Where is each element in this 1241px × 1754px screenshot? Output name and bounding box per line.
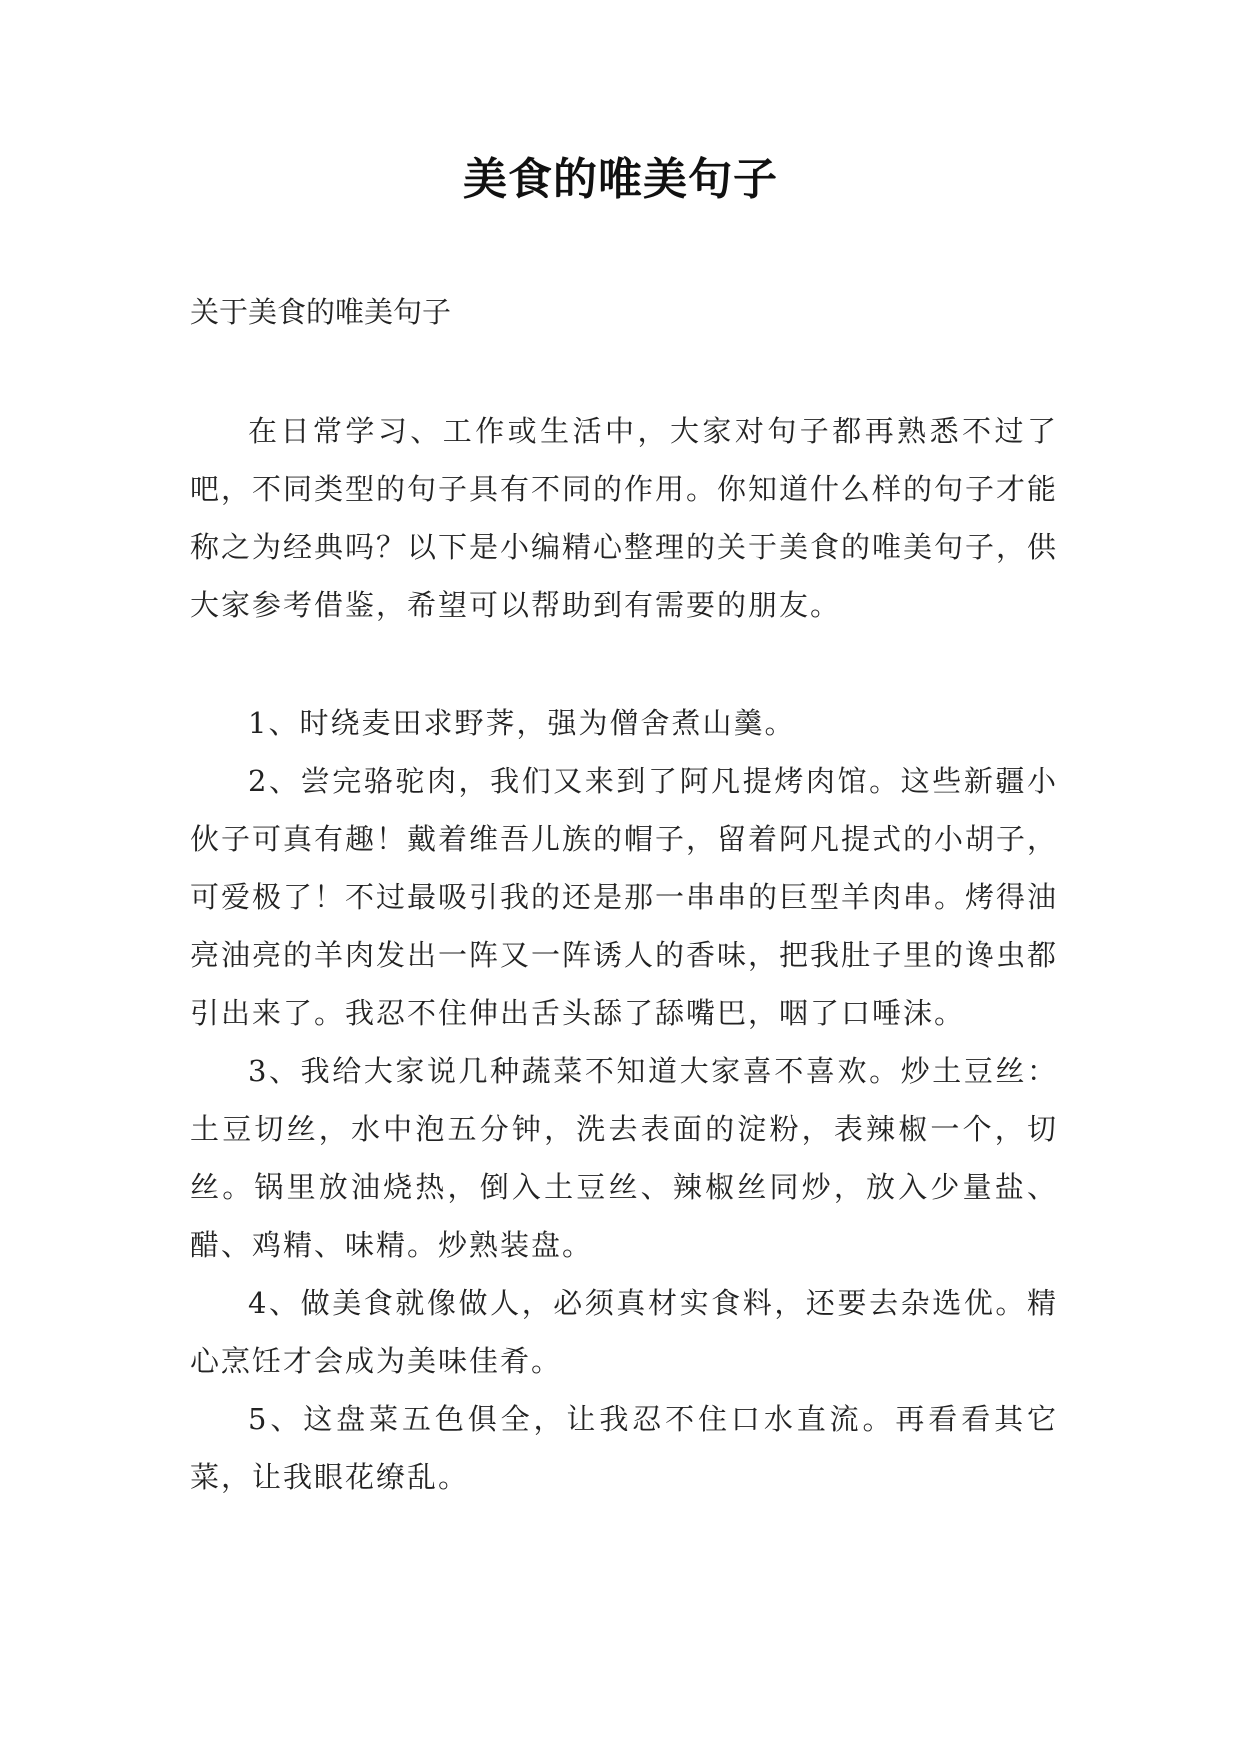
list-item: 4、做美食就像做人，必须真材实食料，还要去杂选优。精心烹饪才会成为美味佳肴。 bbox=[190, 1286, 1058, 1378]
intro-section bbox=[190, 402, 1058, 634]
list-item: 2、尝完骆驼肉，我们又来到了阿凡提烤肉馆。这些新疆小伙子可真有趣！戴着维吾儿族的帽子，留着阿凡提式的小胡子，可爱极了！不过最吸引我的还是那一串串的巨型羊肉串。烤得油亮油亮的羊肉发出一阵又一阵诱人的香味，把我肚子里的谗虫都引出来了。我忍不住伸出舌头舔了舔嘴巴，咽了口唾沫。 bbox=[190, 764, 1059, 1030]
document-title: 美食的唯美句子 bbox=[463, 154, 778, 205]
list-item: 1、时绕麦田求野荠，强为僧舍煮山羹。 bbox=[248, 706, 796, 740]
intro-paragraph: 在日常学习、工作或生活中，大家对句子都再熟悉不过了吧，不同类型的句子具有不同的作用。你知道什么样的句子才能称之为经典吗？以下是小编精心整理的关于美食的唯美句子，供大家参考借鉴，希望可以帮助到有需要的朋友。 bbox=[190, 414, 1059, 622]
sentence-list bbox=[190, 694, 1058, 1506]
list-item: 5、这盘菜五色俱全，让我忍不住口水直流。再看看其它菜，让我眼花缭乱。 bbox=[190, 1402, 1058, 1494]
document-subtitle: 关于美食的唯美句子 bbox=[190, 295, 452, 329]
list-item: 3、我给大家说几种蔬菜不知道大家喜不喜欢。炒土豆丝：土豆切丝，水中泡五分钟，洗去表面的淀粉，表辣椒一个，切丝。锅里放油烧热，倒入土豆丝、辣椒丝同炒，放入少量盐、醋、鸡精、味精。炒熟装盘。 bbox=[190, 1054, 1058, 1262]
